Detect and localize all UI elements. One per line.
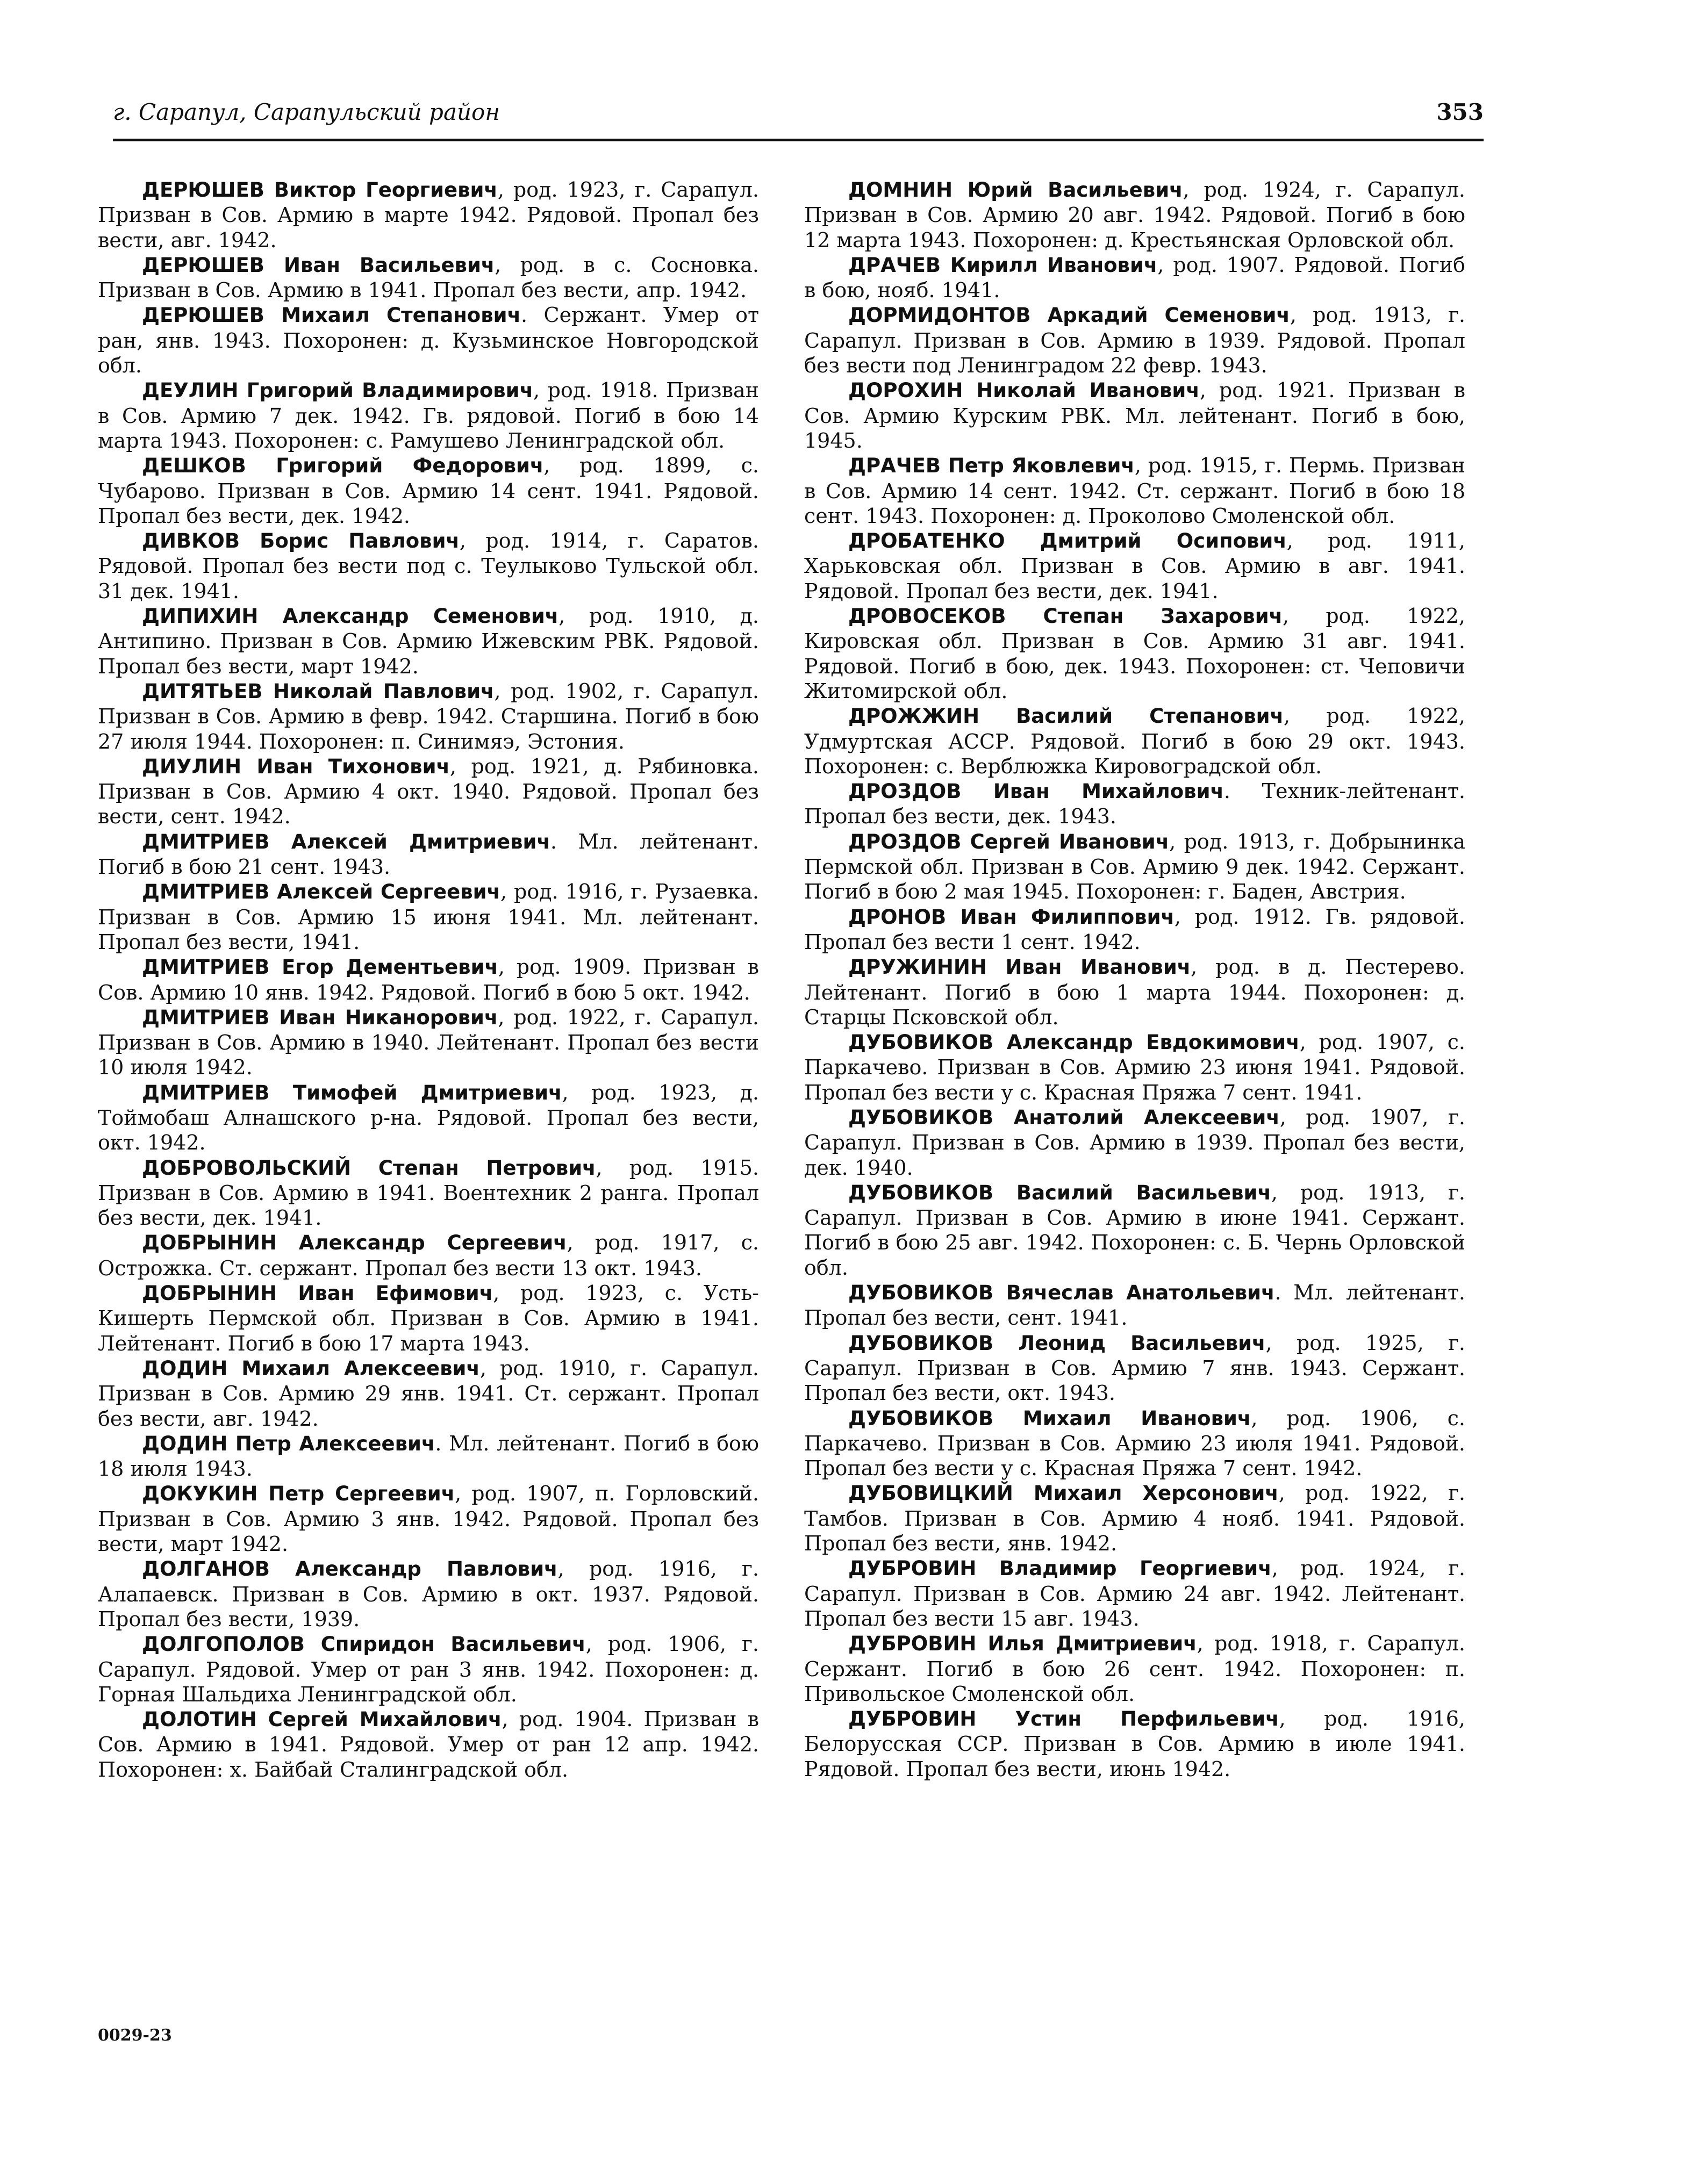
list-item xyxy=(98,604,759,679)
entry-text: . Мл. лейтенант. Погиб в бою 21 сент. 1943. xyxy=(98,829,759,879)
entry-text: , род. 1916, г. Алапаевск. Призван в Сов. Армию в окт. 1937. Рядовой. Пропал без вести, 1939. xyxy=(98,1557,759,1631)
entry-text: , род. 1925, г. Сарапул. Призван в Сов. Армию 7 янв. 1943. Сержант. Пропал без вести, окт. 1943. xyxy=(804,1331,1465,1405)
entry-text: , род. 1914, г. Саратов. Рядовой. Пропал без вести под с. Теулыково Тульской обл. 31 дек. 1941. xyxy=(98,529,759,603)
entry-name: ДОЛОТИН Сергей Михайлович xyxy=(142,1708,502,1732)
entry-text: , род. 1922, г. Тамбов. Призван в Сов. Армию 4 нояб. 1941. Рядовой. Пропал без вести, янв. 1942. xyxy=(804,1481,1465,1556)
list-item xyxy=(98,378,759,453)
entry-name: ДМИТРИЕВ Тимофей Дмитриевич xyxy=(142,1081,562,1104)
list-item xyxy=(804,1180,1465,1280)
list-item xyxy=(804,177,1465,253)
entry-text: , род. 1922, Удмуртская АССР. Рядовой. Погиб в бою 29 окт. 1943. Похоронен: с. Верблюжка Кировоградской обл. xyxy=(804,704,1465,778)
entry-text: , род. 1924, г. Сарапул. Призван в Сов. Армию 20 авг. 1942. Рядовой. Погиб в бою 12 марта 1943. Похоронен: д. Крестьянская Орловской обл. xyxy=(804,178,1466,252)
entry-text: , род. 1909. Призван в Сов. Армию 10 янв. 1942. Рядовой. Погиб в бою 5 окт. 1942. xyxy=(98,955,759,1004)
entry-text: . Мл. лейтенант. Погиб в бою 18 июля 1943. xyxy=(98,1431,760,1481)
entry-text: , род. 1907, с. Паркачево. Призван в Сов. Армию 23 июня 1941. Рядовой. Пропал без вести у с. Красная Пряжа 7 сент. 1941. xyxy=(804,1030,1465,1104)
list-item xyxy=(98,1281,759,1356)
list-item xyxy=(98,177,759,253)
entry-text: , род. 1913, г. Добрынинка Пермской обл. Призван в Сов. Армию 9 дек. 1942. Сержант. Погиб в бою 2 мая 1945. Похоронен: г. Баден, Австрия. xyxy=(804,829,1465,904)
entry-name: ДУБОВИЦКИЙ Михаил Херсонович xyxy=(848,1482,1279,1505)
entry-text: , род. 1921. Призван в Сов. Армию Курским РВК. Мл. лейтенант. Погиб в бою, 1945. xyxy=(804,378,1466,452)
list-item xyxy=(804,1556,1465,1631)
entry-name: ДОЛГАНОВ Александр Павлович xyxy=(142,1557,558,1581)
list-item xyxy=(804,1280,1465,1331)
entry-text: , род. 1915. Призван в Сов. Армию в 1941. Воентехник 2 ранга. Пропал без вести, дек. 1941. xyxy=(98,1155,759,1230)
list-item xyxy=(804,1331,1465,1406)
entry-name: ДУБОВИКОВ Александр Евдокимович xyxy=(848,1031,1300,1054)
entry-text: , род. 1907. Рядовой. Погиб в бою, нояб. 1941. xyxy=(804,253,1465,303)
list-item xyxy=(98,528,759,604)
left-column xyxy=(98,177,759,1782)
list-item xyxy=(804,1406,1465,1481)
entry-text: , род. 1910, г. Сарапул. Призван в Сов. Армию 29 янв. 1941. Ст. сержант. Пропал без вести, авг. 1942. xyxy=(98,1356,760,1431)
entry-text: , род. 1899, с. Чубарово. Призван в Сов. Армию 14 сент. 1941. Рядовой. Пропал без вести, дек. 1942. xyxy=(98,454,759,528)
entry-name: ДЕШКОВ Григорий Федорович xyxy=(142,454,544,478)
entry-name: ДЕУЛИН Григорий Владимирович xyxy=(142,379,534,403)
entry-name: ДОБРЫНИН Иван Ефимович xyxy=(142,1282,493,1305)
entry-name: ДУБОВИКОВ Вячеслав Анатольевич xyxy=(848,1281,1275,1305)
page-number: 353 xyxy=(1436,99,1484,125)
entry-text: , род. в с. Сосновка. Призван в Сов. Армию в 1941. Пропал без вести, апр. 1942. xyxy=(98,253,759,303)
entry-text: , род. 1913, г. Сарапул. Призван в Сов. Армию в июне 1941. Сержант. Погиб в бою 25 авг. 1942. Похоронен: с. Б. Чернь Орловской обл. xyxy=(804,1180,1465,1280)
entry-text: , род. 1911, Харьковская обл. Призван в Сов. Армию в авг. 1941. Рядовой. Пропал без вести, дек. 1941. xyxy=(804,529,1465,603)
entry-text: , род. 1918. Призван в Сов. Армию 7 дек. 1942. Гв. рядовой. Погиб в бою 14 марта 1943. Похоронен: с. Рамушево Ленинградской обл. xyxy=(98,378,759,452)
list-item xyxy=(804,303,1465,378)
entry-text: , род. 1922, Кировская обл. Призван в Сов. Армию 31 авг. 1941. Рядовой. Погиб в бою, дек. 1943. Похоронен: ст. Чеповичи Житомирской обл. xyxy=(804,604,1465,703)
entry-name: ДУБОВИКОВ Леонид Васильевич xyxy=(848,1331,1266,1355)
entry-text: , род. 1906, г. Сарапул. Рядовой. Умер от ран 3 янв. 1942. Похоронен: д. Горная Шальдиха Ленинградской обл. xyxy=(98,1632,759,1706)
list-item xyxy=(98,1481,759,1556)
entry-name: ДОДИН Петр Алексеевич xyxy=(142,1432,435,1455)
list-item xyxy=(804,1706,1465,1781)
entry-text: , род. 1915, г. Пермь. Призван в Сов. Армию 14 сент. 1942. Ст. сержант. Погиб в бою 18 сент. 1943. Похоронен: д. Проколово Смоленской обл. xyxy=(804,454,1465,528)
entry-name: ДРОЖЖИН Василий Степанович xyxy=(848,705,1284,728)
entry-text: , род. 1902, г. Сарапул. Призван в Сов. Армию в февр. 1942. Старшина. Погиб в бою 27 июля 1944. Похоронен: п. Синимяэ, Эстония. xyxy=(98,679,760,753)
entry-text: . Сержант. Умер от ран, янв. 1943. Похоронен: д. Кузьминское Новгородской обл. xyxy=(98,303,760,378)
list-item xyxy=(804,253,1465,303)
entry-name: ДРУЖИНИН Иван Иванович xyxy=(848,956,1191,979)
entry-name: ДИУЛИН Иван Тихонович xyxy=(142,755,450,778)
list-item xyxy=(804,829,1465,904)
entry-text: , род. 1912. Гв. рядовой. Пропал без вести 1 сент. 1942. xyxy=(804,904,1465,954)
entry-name: ДРАЧЕВ Кирилл Иванович xyxy=(848,253,1158,277)
entry-text: , род. 1918, г. Сарапул. Сержант. Погиб в бою 26 сент. 1942. Похоронен: п. Привольское Смоленской обл. xyxy=(804,1632,1466,1706)
entry-name: ДУБРОВИН Илья Дмитриевич xyxy=(848,1632,1197,1656)
entry-name: ДОБРОВОЛЬСКИЙ Степан Петрович xyxy=(142,1156,596,1180)
entry-name: ДОЛГОПОЛОВ Спиридон Васильевич xyxy=(142,1633,586,1656)
list-item xyxy=(98,253,759,303)
list-item xyxy=(804,528,1465,604)
entry-name: ДЕРЮШЕВ Виктор Георгиевич xyxy=(142,178,498,202)
entry-text: . Мл. лейтенант. Пропал без вести, сент. 1941. xyxy=(804,1281,1465,1330)
entry-text: , род. 1917, с. Острожка. Ст. сержант. Пропал без вести 13 окт. 1943. xyxy=(98,1231,759,1280)
entry-name: ДМИТРИЕВ Иван Никанорович xyxy=(142,1005,498,1029)
list-item xyxy=(98,1155,759,1231)
print-code: 0029-23 xyxy=(98,2026,172,2045)
list-item xyxy=(98,1230,759,1281)
list-item xyxy=(98,829,759,880)
list-item xyxy=(804,1631,1465,1706)
list-item xyxy=(804,1030,1465,1105)
entry-text: , род. 1921, д. Рябиновка. Призван в Сов. Армию 4 окт. 1940. Рядовой. Пропал без вести, сент. 1942. xyxy=(98,754,759,829)
list-item xyxy=(804,604,1465,703)
entry-name: ДОРОХИН Николай Иванович xyxy=(848,379,1200,403)
entry-text: , род. 1922, г. Сарапул. Призван в Сов. Армию в 1940. Лейтенант. Пропал без вести 10 июля 1942. xyxy=(98,1005,760,1080)
list-item xyxy=(98,1080,759,1155)
entry-name: ДМИТРИЕВ Алексей Дмитриевич xyxy=(142,830,550,853)
entry-name: ДУБОВИКОВ Василий Васильевич xyxy=(848,1181,1271,1204)
list-item xyxy=(804,779,1465,829)
entry-name: ДРОЗДОВ Сергей Иванович xyxy=(848,830,1170,853)
entry-text: , род. 1916, Белорусская ССР. Призван в Сов. Армию в июле 1941. Рядовой. Пропал без вести, июнь 1942. xyxy=(804,1707,1465,1781)
list-item xyxy=(804,378,1465,453)
entry-name: ДОБРЫНИН Александр Сергеевич xyxy=(142,1231,567,1255)
list-item xyxy=(98,1005,759,1080)
running-title: г. Сарапул, Сарапульский район xyxy=(113,99,500,125)
list-item xyxy=(98,1707,759,1782)
entry-name: ДЕРЮШЕВ Иван Васильевич xyxy=(142,253,495,277)
list-item xyxy=(98,754,759,829)
entry-text: , род. 1906, с. Паркачево. Призван в Сов. Армию 23 июля 1941. Рядовой. Пропал без вести у с. Красная Пряжа 7 сент. 1942. xyxy=(804,1406,1465,1481)
entry-name: ДОДИН Михаил Алексеевич xyxy=(142,1356,480,1380)
entry-text: , род. 1907, п. Горловский. Призван в Сов. Армию 3 янв. 1942. Рядовой. Пропал без вести, март 1942. xyxy=(98,1482,759,1556)
entry-text: , род. 1923, с. Усть-Кишерть Пермской обл. Призван в Сов. Армию в 1941. Лейтенант. Погиб в бою 17 марта 1943. xyxy=(98,1281,759,1355)
entry-text: , род. 1910, д. Антипино. Призван в Сов. Армию Ижевским РВК. Рядовой. Пропал без вести, март 1942. xyxy=(98,604,759,678)
list-item xyxy=(98,1431,759,1482)
right-column xyxy=(804,177,1465,1781)
entry-name: ДРОБАТЕНКО Дмитрий Осипович xyxy=(848,529,1287,553)
entry-name: ДОМНИН Юрий Васильевич xyxy=(848,178,1183,202)
entry-name: ДОРМИДОНТОВ Аркадий Семенович xyxy=(848,304,1290,327)
list-item xyxy=(804,904,1465,955)
list-item xyxy=(804,453,1465,528)
page-header xyxy=(113,96,1484,141)
entry-name: ДИВКОВ Борис Павлович xyxy=(142,529,460,553)
entry-text: , род. 1913, г. Сарапул. Призван в Сов. Армию в 1939. Рядовой. Пропал без вести под Ленинградом 22 февр. 1943. xyxy=(804,303,1465,378)
entry-name: ДРОНОВ Иван Филиппович xyxy=(848,905,1175,929)
list-item xyxy=(804,1481,1465,1556)
entry-name: ДРАЧЕВ Петр Яковлевич xyxy=(848,454,1135,478)
list-item xyxy=(98,1556,759,1632)
list-item xyxy=(98,879,759,954)
entry-name: ДУБРОВИН Владимир Георгиевич xyxy=(848,1557,1272,1580)
entry-text: , род. 1923, д. Тоймобаш Алнашского р-на. Рядовой. Пропал без вести, окт. 1942. xyxy=(98,1080,759,1155)
entry-name: ДЕРЮШЕВ Михаил Степанович xyxy=(142,304,521,327)
entry-name: ДИТЯТЬЕВ Николай Павлович xyxy=(142,679,495,703)
list-item xyxy=(98,954,759,1005)
entry-name: ДМИТРИЕВ Алексей Сергеевич xyxy=(142,880,500,904)
list-item xyxy=(98,1356,759,1431)
list-item xyxy=(804,703,1465,779)
entry-name: ДУБОВИКОВ Анатолий Алексеевич xyxy=(848,1105,1280,1129)
entry-text: , род. в д. Пестерево. Лейтенант. Погиб в бою 1 марта 1944. Похоронен: д. Старцы Псковской обл. xyxy=(804,955,1465,1029)
entry-name: ДРОВОСЕКОВ Степан Захарович xyxy=(848,605,1283,628)
entry-name: ДМИТРИЕВ Егор Дементьевич xyxy=(142,956,498,979)
entry-text: . Техник-лейтенант. Пропал без вести, дек. 1943. xyxy=(804,779,1465,829)
entry-name: ДРОЗДОВ Иван Михайлович xyxy=(848,780,1224,803)
list-item xyxy=(804,1105,1465,1180)
entry-text: , род. 1916, г. Рузаевка. Призван в Сов. Армию 15 июня 1941. Мл. лейтенант. Пропал без вести, 1941. xyxy=(98,880,759,954)
entry-name: ДОКУКИН Петр Сергеевич xyxy=(142,1482,455,1506)
list-item xyxy=(804,954,1465,1030)
list-item xyxy=(98,453,759,528)
list-item xyxy=(98,303,759,378)
entry-text: , род. 1907, г. Сарапул. Призван в Сов. Армию в 1939. Пропал без вести, дек. 1940. xyxy=(804,1105,1466,1180)
entry-name: ДУБОВИКОВ Михаил Иванович xyxy=(848,1406,1251,1430)
entry-name: ДУБРОВИН Устин Перфильевич xyxy=(848,1707,1279,1731)
list-item xyxy=(98,679,759,754)
entry-text: , род. 1924, г. Сарапул. Призван в Сов. Армию 24 авг. 1942. Лейтенант. Пропал без вести 15 авг. 1943. xyxy=(804,1556,1465,1630)
list-item xyxy=(98,1632,759,1707)
entry-name: ДИПИХИН Александр Семенович xyxy=(142,605,559,628)
entry-text: , род. 1923, г. Сарапул. Призван в Сов. Армию в марте 1942. Рядовой. Пропал без вести, авг. 1942. xyxy=(98,178,760,252)
entry-text: , род. 1904. Призван в Сов. Армию в 1941. Рядовой. Умер от ран 12 апр. 1942. Похоронен: х. Байбай Сталинградской обл. xyxy=(98,1707,759,1781)
